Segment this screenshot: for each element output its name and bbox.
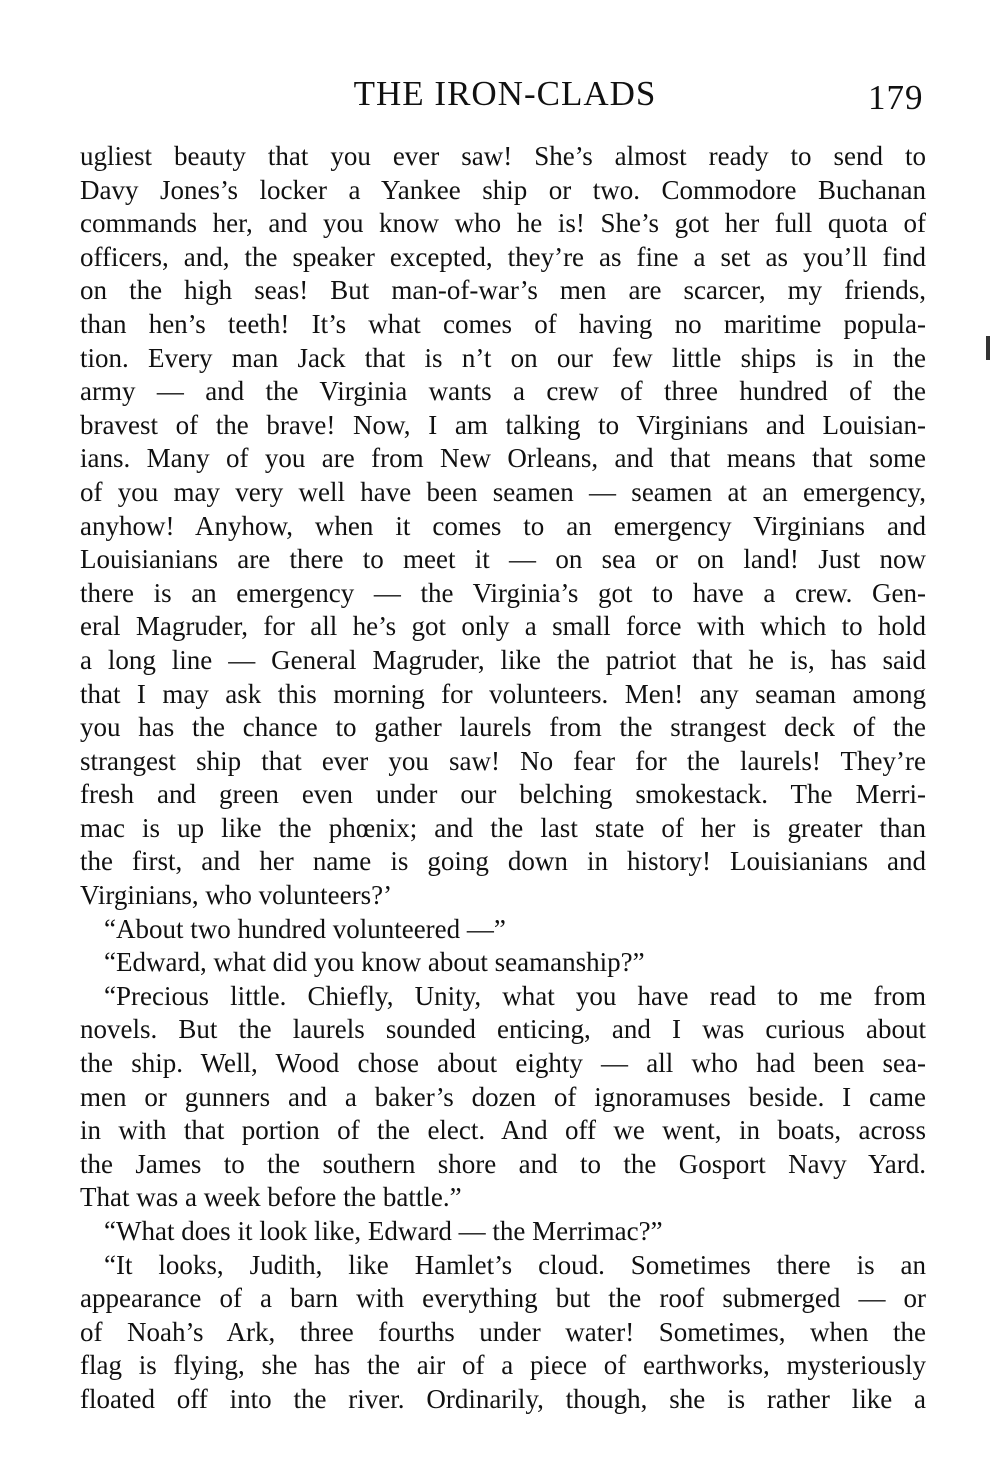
text-line: Louisianians are there to meet it — on sea or on land! Just now: [80, 544, 926, 575]
text-line: in with that portion of the elect. And off we went, in boats, across: [80, 1115, 926, 1146]
text-line: floated off into the river. Ordinarily, though, she is rather like a: [80, 1383, 926, 1414]
running-head: [0, 72, 1000, 116]
text-line: the first, and her name is going down in history! Louisianians and: [80, 846, 926, 877]
text-line: tion. Every man Jack that is n’t on our few little ships is in the: [80, 342, 926, 373]
page-number: 179: [868, 78, 924, 117]
text-line: Davy Jones’s locker a Yankee ship or two. Commodore Buchanan: [80, 174, 926, 205]
text-line: appearance of a barn with everything but the roof submerged — or: [80, 1283, 926, 1314]
text-line: flag is flying, she has the air of a piece of earthworks, mysteriously: [80, 1350, 926, 1381]
text-line: of Noah’s Ark, three fourths under water! Sometimes, when the: [80, 1316, 926, 1347]
text-line: strangest ship that ever you saw! No fear for the laurels! They’re: [80, 745, 926, 776]
text-line: there is an emergency — the Virginia’s got to have a crew. Gen-: [80, 577, 926, 608]
dialogue-line: “About two hundred volunteered —”: [104, 913, 506, 944]
text-line: men or gunners and a baker’s dozen of ignoramuses beside. I came: [80, 1081, 926, 1112]
text-line: novels. But the laurels sounded enticing, and I was curious about: [80, 1014, 926, 1045]
text-line: army — and the Virginia wants a crew of three hundred of the: [80, 376, 926, 407]
dialogue-line: “Edward, what did you know about seamanship?”: [104, 947, 645, 978]
text-line: than hen’s teeth! It’s what comes of having no maritime popula-: [80, 308, 926, 339]
text-line: bravest of the brave! Now, I am talking to Virginians and Louisian-: [80, 409, 926, 440]
body-text: [80, 140, 926, 1417]
text-line: of you may very well have been seamen — seamen at an emergency,: [80, 476, 926, 507]
text-line: a long line — General Magruder, like the patriot that he is, has said: [80, 644, 926, 675]
dialogue-line: “Precious little. Chiefly, Unity, what you have read to me from: [104, 980, 926, 1011]
text-line: ugliest beauty that you ever saw! She’s almost ready to send to: [80, 141, 926, 171]
text-line: eral Magruder, for all he’s got only a small force with which to hold: [80, 611, 926, 642]
text-line: commands her, and you know who he is! She’s got her full quota of: [80, 208, 926, 239]
text-line: officers, and, the speaker excepted, they’re as fine a set as you’ll find: [80, 241, 926, 272]
text-line: on the high seas! But man-of-war’s men are scarcer, my friends,: [80, 275, 926, 306]
margin-mark: [986, 336, 990, 360]
text-line: ians. Many of you are from New Orleans, and that means that some: [80, 443, 926, 474]
text-line: anyhow! Anyhow, when it comes to an emergency Virginians and: [80, 510, 926, 541]
paragraph-end-line: That was a week before the battle.”: [80, 1182, 462, 1213]
text-line: the ship. Well, Wood chose about eighty — all who had been sea-: [80, 1048, 926, 1079]
paragraph-end-line: Virginians, who volunteers?’: [80, 880, 393, 911]
text-line: that I may ask this morning for volunteers. Men! any seaman among: [80, 678, 926, 709]
text-line: fresh and green even under our belching smokestack. The Merri-: [80, 779, 926, 810]
text-line: mac is up like the phœnix; and the last state of her is greater than: [80, 812, 926, 843]
dialogue-line: “It looks, Judith, like Hamlet’s cloud. Sometimes there is an: [104, 1249, 926, 1280]
chapter-title: THE IRON-CLADS: [353, 74, 657, 113]
text-line: you has the chance to gather laurels from the strangest deck of the: [80, 712, 926, 743]
text-line: the James to the southern shore and to the Gosport Navy Yard.: [80, 1148, 926, 1179]
dialogue-line: “What does it look like, Edward — the Merrimac?”: [104, 1216, 663, 1246]
